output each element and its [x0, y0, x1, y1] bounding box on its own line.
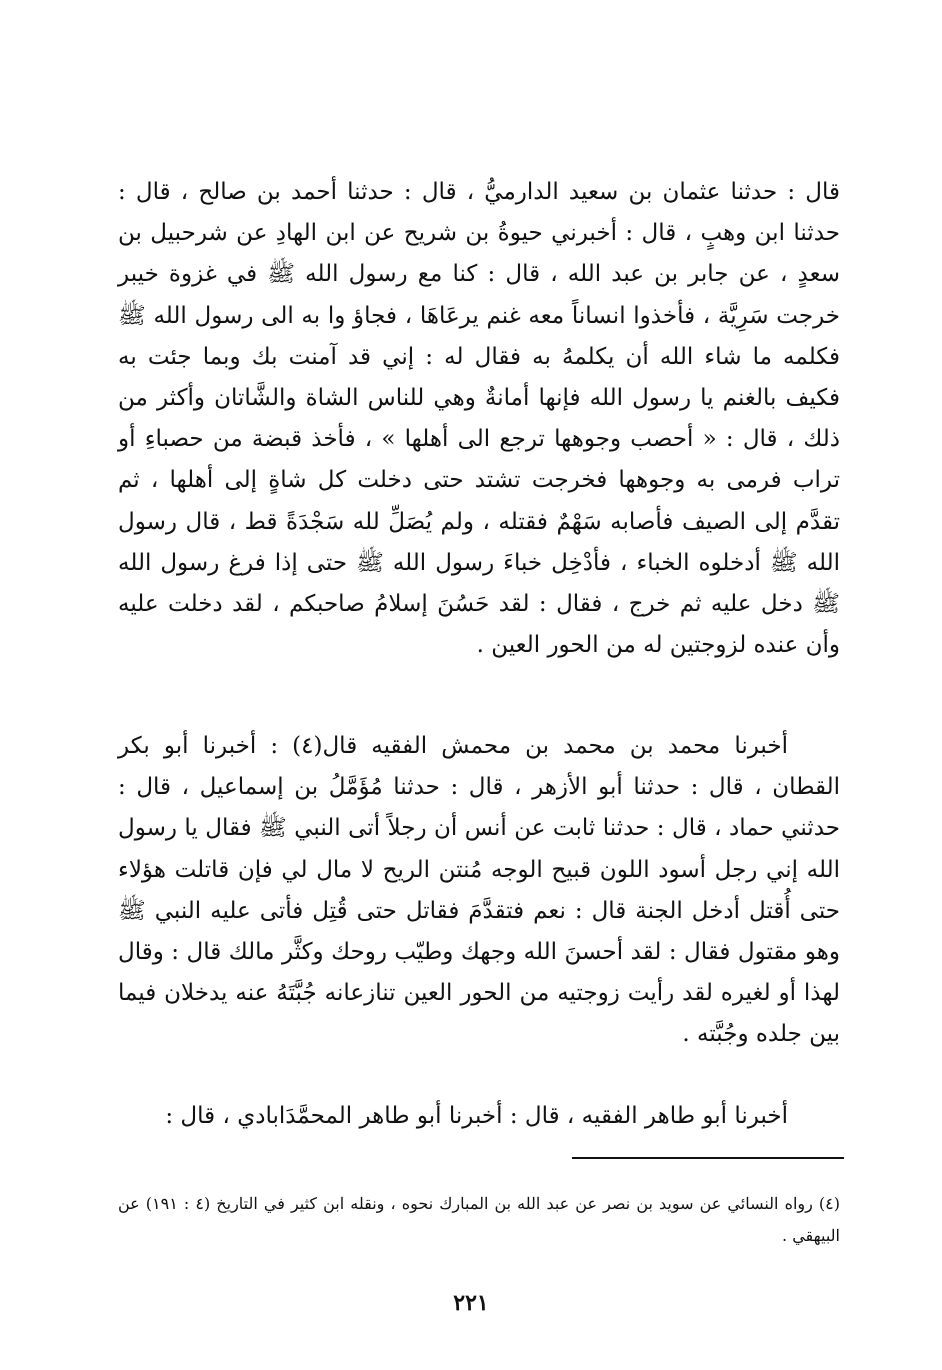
- body-paragraph-1: قال : حدثنا عثمان بن سعيد الدارميُّ ، قال : حدثنا أحمد بن صالح ، قال : حدثنا ابن وهبٍ ، قال : أخبرني حيوةُ بن شريح عن ابن الهادِ عن شرحبيل بن سعدٍ ، عن جابر بن عبد الله ، قال : كنا مع رسول الله ﷺ في غزوة خيبر خرجت سَرِيَّة ، فأخذوا انساناً معه غنم يرعَاهَا ، فجاؤ وا به الى رسول الله ﷺ فكلمه ما شاء الله أن يكلمهُ به فقال له : إني قد آمنت بك وبما جئت به فكيف بالغنم يا رسول الله فإنها أمانةٌ وهي للناس الشاة والشَّاتان وأكثر من ذلك ، قال : « أحصب وجوهها ترجع الى أهلها » ، فأخذ قبضة من حصباءِ أو تراب فرمى به وجوهها فخرجت تشتد حتى دخلت كل شاةٍ إلى أهلها ، ثم تقدَّم إلى الصيف فأصابه سَهْمٌ فقتله ، ولم يُصَلِّ لله سَجْدَةً قط ، قال رسول الله ﷺ أدخلوه الخباء ، فأدْخِل خباءَ رسول الله ﷺ حتى إذا فرغ رسول الله ﷺ دخل عليه ثم خرج ، فقال : لقد حَسُنَ إسلامُ صاحبكم ، لقد دخلت عليه وأن عنده لزوجتين له من الحور العين .: [118, 179, 840, 659]
- footnote: (٤) رواه النسائي عن سويد بن نصر عن عبد الله بن المبارك نحوه ، ونقله ابن كثير في التاريخ (٤ : ١٩١) عن البيهقي .: [118, 1194, 841, 1245]
- body-paragraph-3: أخبرنا أبو طاهر الفقيه ، قال : أخبرنا أبو طاهر المحمَّدَابادي ، قال :: [165, 1103, 788, 1129]
- page-number: ٢٢١: [453, 1290, 489, 1316]
- footnote-separator: [572, 1157, 844, 1159]
- body-paragraph-2: أخبرنا محمد بن محمد بن محمش الفقيه قال(٤) : أخبرنا أبو بكر القطان ، قال : حدثنا أبو الأزهر ، قال : حدثنا مُؤَمَّلُ بن إسماعيل ، قال : حدثني حماد ، قال : حدثنا ثابت عن أنس أن رجلاً أتى النبي ﷺ فقال يا رسول الله إني رجل أسود اللون قبيح الوجه مُنتن الريح لا مال لي فإن قاتلت هؤلاء حتى أُقتل أدخل الجنة قال : نعم فتقدَّمَ فقاتل حتى قُتِل فأتى عليه النبي ﷺ وهو مقتول فقال : لقد أحسنَ الله وجهك وطيّب روحك وكثَّر مالك قال : وقال لهذا أو لغيره لقد رأيت زوجتيه من الحور العين تنازعانه جُبَّتَهُ عنه يدخلان فيما بين جلده وجُبَّته .: [118, 733, 840, 1048]
